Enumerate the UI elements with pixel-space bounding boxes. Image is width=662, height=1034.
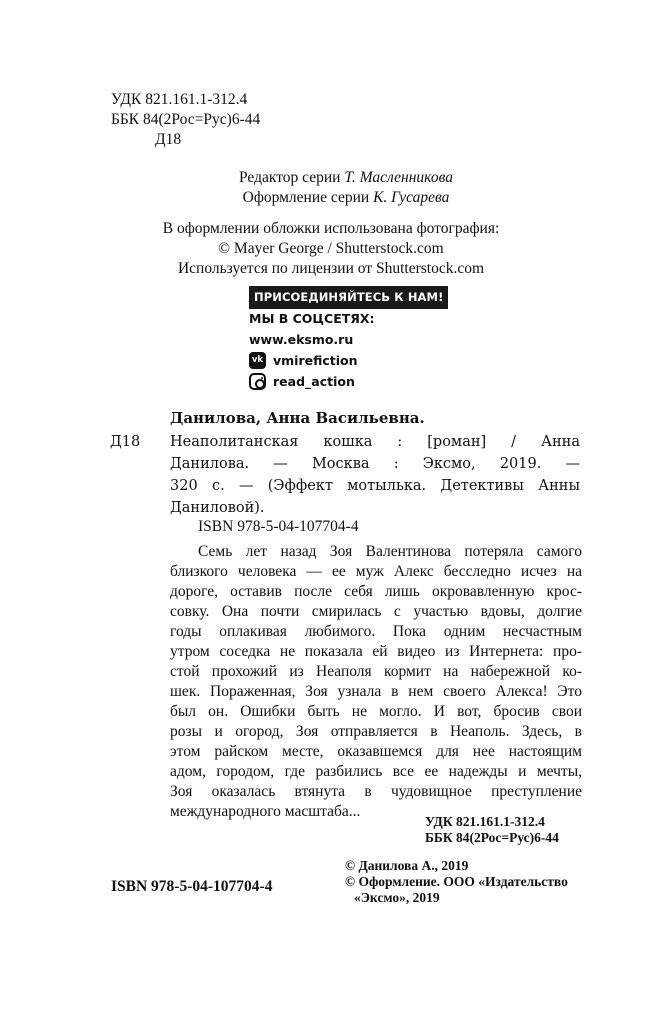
annotation-line: международного масштаба... [170, 803, 361, 820]
join-banner: ПРИСОЕДИНЯЙТЕСЬ К НАМ! [249, 286, 448, 309]
cover-photo-credit [0, 219, 662, 279]
annotation-line: был он. Ошибки быть не могло. И вот, бросив свои [170, 703, 582, 720]
annotation-line: годы оплакивая любимого. Пока одним несчастным [170, 623, 582, 640]
footer-udk: УДК 821.161.1-312.4 [425, 814, 545, 829]
vk-row[interactable] [249, 350, 448, 371]
annotation [170, 542, 582, 822]
bibliographic-isbn: ISBN 978-5-04-107704-4 [198, 518, 359, 535]
cover-photo-line2: © Mayer George / Shutterstock.com [218, 240, 444, 257]
instagram-row[interactable] [249, 371, 448, 392]
editor-label: Редактор серии [239, 169, 341, 186]
footer-isbn: ISBN 978-5-04-107704-4 [111, 878, 273, 895]
bbk-code: ББК 84(2Рос=Рус)6-44 [111, 111, 261, 128]
annotation-line: розы и огород, Зоя отправляется в Неаполь. Здесь, в [170, 723, 582, 740]
udk-code: УДК 821.161.1-312.4 [111, 91, 248, 108]
instagram-icon [249, 373, 266, 390]
website-link[interactable]: www.eksmo.ru [249, 332, 354, 347]
bibliographic-line: Даниловой). [170, 500, 265, 516]
bibliographic-line: Неаполитанская кошка : [роман] / Анна [170, 434, 580, 450]
bibliographic-line: Данилова. — Москва : Эксмо, 2019. — [170, 456, 580, 472]
copyright-design-line1: © Оформление. ООО «Издательство [345, 874, 568, 889]
instagram-handle[interactable]: read_action [273, 374, 355, 389]
annotation-line: стой прохожий из Неаполя кормит на набережной ко- [170, 663, 582, 680]
design-credit [0, 188, 662, 208]
copyright-design-line2: «Эксмо», 2019 [354, 890, 440, 905]
annotation-line: совку. Она почти смирилась с участью вдовы, долгие [170, 603, 582, 620]
design-label: Оформление серии [242, 189, 370, 206]
annotation-line: дороге, оставив после себя лишь окровавленную крос- [170, 583, 582, 600]
bibliographic-heading: Данилова, Анна Васильевна. [170, 409, 425, 427]
annotation-line: утром соседка не показала ей видео из Интернета: про- [170, 643, 582, 660]
social-block [249, 287, 448, 392]
author-mark: Д18 [155, 131, 182, 148]
social-subtitle: МЫ В СОЦСЕТЯХ: [249, 311, 375, 326]
cover-photo-line3: Используется по лицензии от Shutterstock.com [177, 260, 485, 277]
cover-photo-line1: В оформлении обложки использована фотография: [162, 220, 500, 237]
copyright-author: © Данилова А., 2019 [345, 858, 469, 873]
editor-credit [0, 168, 662, 188]
bibliographic-mark: Д18 [110, 434, 141, 450]
design-name: К. Гусарева [373, 189, 450, 206]
vk-icon: vk [249, 352, 266, 369]
annotation-line: этом райском месте, оказавшемся для нее настоящим [170, 743, 582, 760]
annotation-line: близкого человека — ее муж Алекс бесследно исчез на [170, 563, 582, 580]
annotation-line: Зоя оказалась втянута в чудовищное преступление [170, 783, 582, 800]
bibliographic-line: 320 с. — (Эффект мотылька. Детективы Анны [170, 478, 580, 494]
bibliographic-description [170, 431, 580, 519]
annotation-line: шек. Пораженная, Зоя узнала в нем своего Алекса! Это [170, 683, 582, 700]
editor-name: Т. Масленникова [344, 169, 453, 186]
footer-bbk: ББК 84(2Рос=Рус)6-44 [425, 830, 559, 845]
vk-handle[interactable]: vmirefiction [273, 353, 358, 368]
annotation-line: адом, городом, где разбились все ее надежды и мечты, [170, 763, 582, 780]
series-credits [0, 168, 662, 208]
annotation-line: Семь лет назад Зоя Валентинова потеряла самого [198, 543, 582, 560]
